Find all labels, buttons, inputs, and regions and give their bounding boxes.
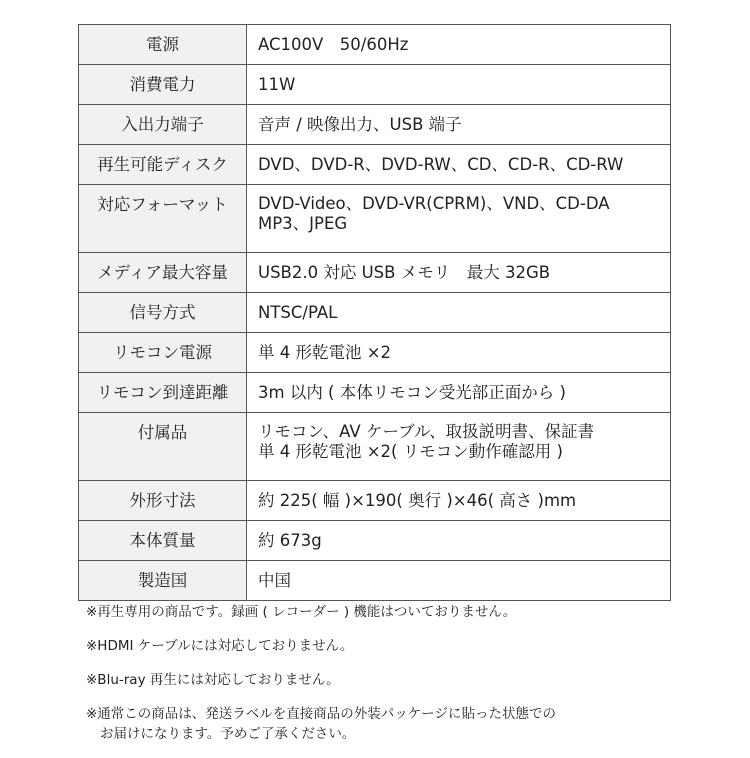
spec-row-max-media-capacity <box>79 253 671 293</box>
spec-value: AC100V 50/60Hz <box>247 25 671 65</box>
spec-label: 付属品 <box>79 413 247 481</box>
spec-value: 3m 以内 ( 本体リモコン受光部正面から ) <box>247 373 671 413</box>
spec-value-line: リモコン、AV ケーブル、取扱説明書、保証書 <box>258 422 595 441</box>
spec-label: リモコン到達距離 <box>79 373 247 413</box>
note-text: ※Blu-ray 再生には対応しておりません。 <box>86 672 340 688</box>
spec-label: 外形寸法 <box>79 481 247 521</box>
spec-value: 単 4 形乾電池 ×2 <box>247 333 671 373</box>
spec-value-line: 単 4 形乾電池 ×2( リモコン動作確認用 ) <box>258 442 563 461</box>
spec-value: 11W <box>247 65 671 105</box>
spec-row-formats <box>79 185 671 253</box>
spec-value: 約 225( 幅 )×190( 奥行 )×46( 高さ )mm <box>247 481 671 521</box>
spec-label: 再生可能ディスク <box>79 145 247 185</box>
note-text-continuation: お届けになります。予めご了承ください。 <box>100 726 356 742</box>
spec-value: 約 673g <box>247 521 671 561</box>
spec-row-dimensions <box>79 481 671 521</box>
spec-row-remote-power <box>79 333 671 373</box>
spec-value: NTSC/PAL <box>247 293 671 333</box>
spec-row-signal-system <box>79 293 671 333</box>
spec-value-line: DVD-Video、DVD-VR(CPRM)、VND、CD-DA <box>258 194 610 213</box>
spec-value: USB2.0 対応 USB メモリ 最大 32GB <box>247 253 671 293</box>
spec-label: 電源 <box>79 25 247 65</box>
spec-label: 対応フォーマット <box>79 185 247 253</box>
spec-row-country-of-origin <box>79 561 671 601</box>
spec-row-playable-discs <box>79 145 671 185</box>
spec-row-power <box>79 25 671 65</box>
spec-row-power-consumption <box>79 65 671 105</box>
note-item <box>86 602 706 622</box>
spec-label: 本体質量 <box>79 521 247 561</box>
note-text: ※通常この商品は、発送ラベルを直接商品の外装パッケージに貼った状態での <box>86 706 557 722</box>
spec-label: 入出力端子 <box>79 105 247 145</box>
spec-value: DVD、DVD-R、DVD-RW、CD、CD-R、CD-RW <box>247 145 671 185</box>
spec-row-remote-range <box>79 373 671 413</box>
notes-section <box>86 602 706 758</box>
spec-label: 製造国 <box>79 561 247 601</box>
note-item <box>86 704 706 744</box>
spec-row-accessories <box>79 413 671 481</box>
spec-row-io-terminals <box>79 105 671 145</box>
note-item <box>86 636 706 656</box>
spec-label: 消費電力 <box>79 65 247 105</box>
spec-label: 信号方式 <box>79 293 247 333</box>
spec-value <box>247 413 671 481</box>
spec-label: メディア最大容量 <box>79 253 247 293</box>
spec-value-line: MP3、JPEG <box>258 214 348 233</box>
spec-row-weight <box>79 521 671 561</box>
note-text: ※再生専用の商品です。録画 ( レコーダー ) 機能はついておりません。 <box>86 604 517 620</box>
note-item <box>86 670 706 690</box>
spec-value: 中国 <box>247 561 671 601</box>
spec-table <box>78 24 671 601</box>
spec-value: 音声 / 映像出力、USB 端子 <box>247 105 671 145</box>
spec-label: リモコン電源 <box>79 333 247 373</box>
spec-value <box>247 185 671 253</box>
note-text: ※HDMI ケーブルには対応しておりません。 <box>86 638 354 654</box>
